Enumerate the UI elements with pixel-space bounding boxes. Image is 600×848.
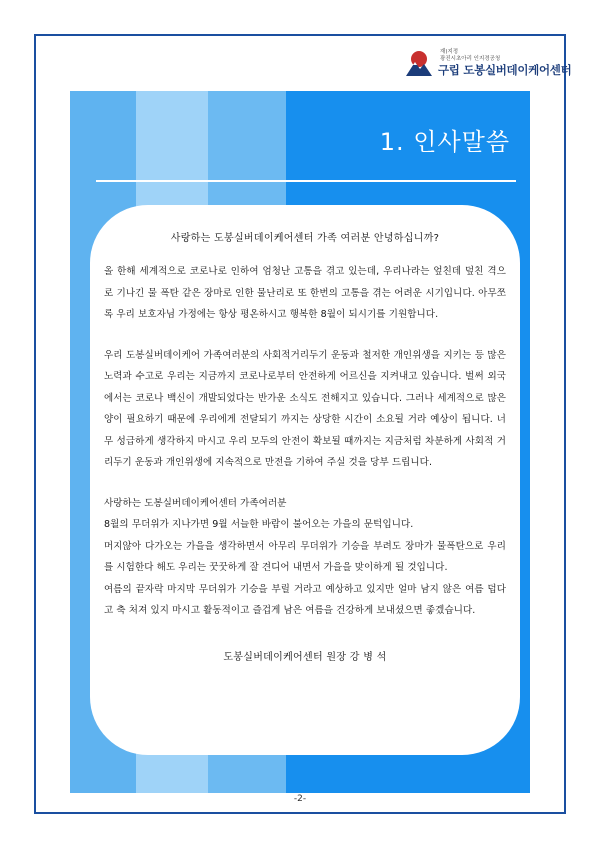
letter-paragraph-3-line-1: 사랑하는 도봉실버데이케어센터 가족여러분 <box>104 497 287 509</box>
letter-paragraph-3-line-3: 머지않아 다가오는 가을을 생각하면서 아무리 무더위가 기승을 부려도 장마가 물폭탄으로 우리를 시험한다 해도 우리는 꿋꿋하게 잘 견디어 내면서 가을을 맞이하게 될 것입니다. <box>104 540 506 573</box>
paragraph-gap <box>104 474 506 493</box>
org-subtitle <box>440 49 560 62</box>
org-subtitle-line-2: 광진시초아리 인지경공청 <box>440 55 501 62</box>
section-title: 1. 인사말씀 <box>379 128 510 156</box>
letter-greeting: 사랑하는 도봉실버데이케어센터 가족 여러분 안녕하십니까? <box>170 233 440 244</box>
letter-paragraph-3-line-2: 8월의 무더위가 지나가면 9월 서늘한 바람이 불어오는 가을의 문턱입니다. <box>104 519 414 530</box>
paragraph-gap <box>104 326 506 345</box>
letter-paragraph-1: 올 한해 세계적으로 코로나로 인하여 엄청난 고통을 겪고 있는데, 우리나라는 엎친데 덮친 격으로 기나긴 물 폭탄 같은 장마로 인한 물난리로 또 한번의 고통을 겪는 어려운 시기입니다. 아무쪼록 우리 보호자님 가정에는 항상 평온하시고 행복한 8월이 되시기를 기원합니다. <box>104 266 506 320</box>
letter-signature: 도봉실버데이케어센터 원장 강 병 석 <box>223 651 387 663</box>
letter-paragraph-3-line-4: 여름의 끝자락 마지막 무더위가 기승을 부릴 거라고 예상하고 있지만 얼마 남지 않은 여름 덥다고 축 처져 있지 마시고 활동적이고 즐겁게 남은 여름을 건강하게 보내셨으면 좋겠습니다. <box>104 583 506 616</box>
org-name: 구립 도봉실버데이케어센터 <box>438 63 572 77</box>
org-logo <box>404 46 572 80</box>
logo-mountain-icon <box>404 48 434 78</box>
title-divider <box>96 180 516 182</box>
letter-card <box>90 205 520 755</box>
letter-paragraph-2: 우리 도봉실버데이케어 가족여러분의 사회적거리두기 운동과 철저한 개인위생을 지키는 등 많은 노력과 수고로 우리는 지금까지 코로나로부터 안전하게 어르신을 지켜내고 있습니다. 벌써 외국에서는 코로나 백신이 개발되었다는 반가운 소식도 전해지고 있습니다. 그러나 세계적으로 많은 양이 필요하기 때문에 우리에게 전달되기 까지는 상당한 시간이 소요될 거라 예상이 됩니다. 너무 성급하게 생각하지 마시고 우리 모두의 안전이 확보될 때까지는 지금처럼 차분하게 사회적 거리두기 운동과 개인위생에 지속적으로 만전을 기하여 주실 것을 당부 드립니다. <box>104 349 506 468</box>
page-number: -2- <box>293 794 307 804</box>
org-subtitle-line-1: 재)지정 <box>440 49 459 55</box>
